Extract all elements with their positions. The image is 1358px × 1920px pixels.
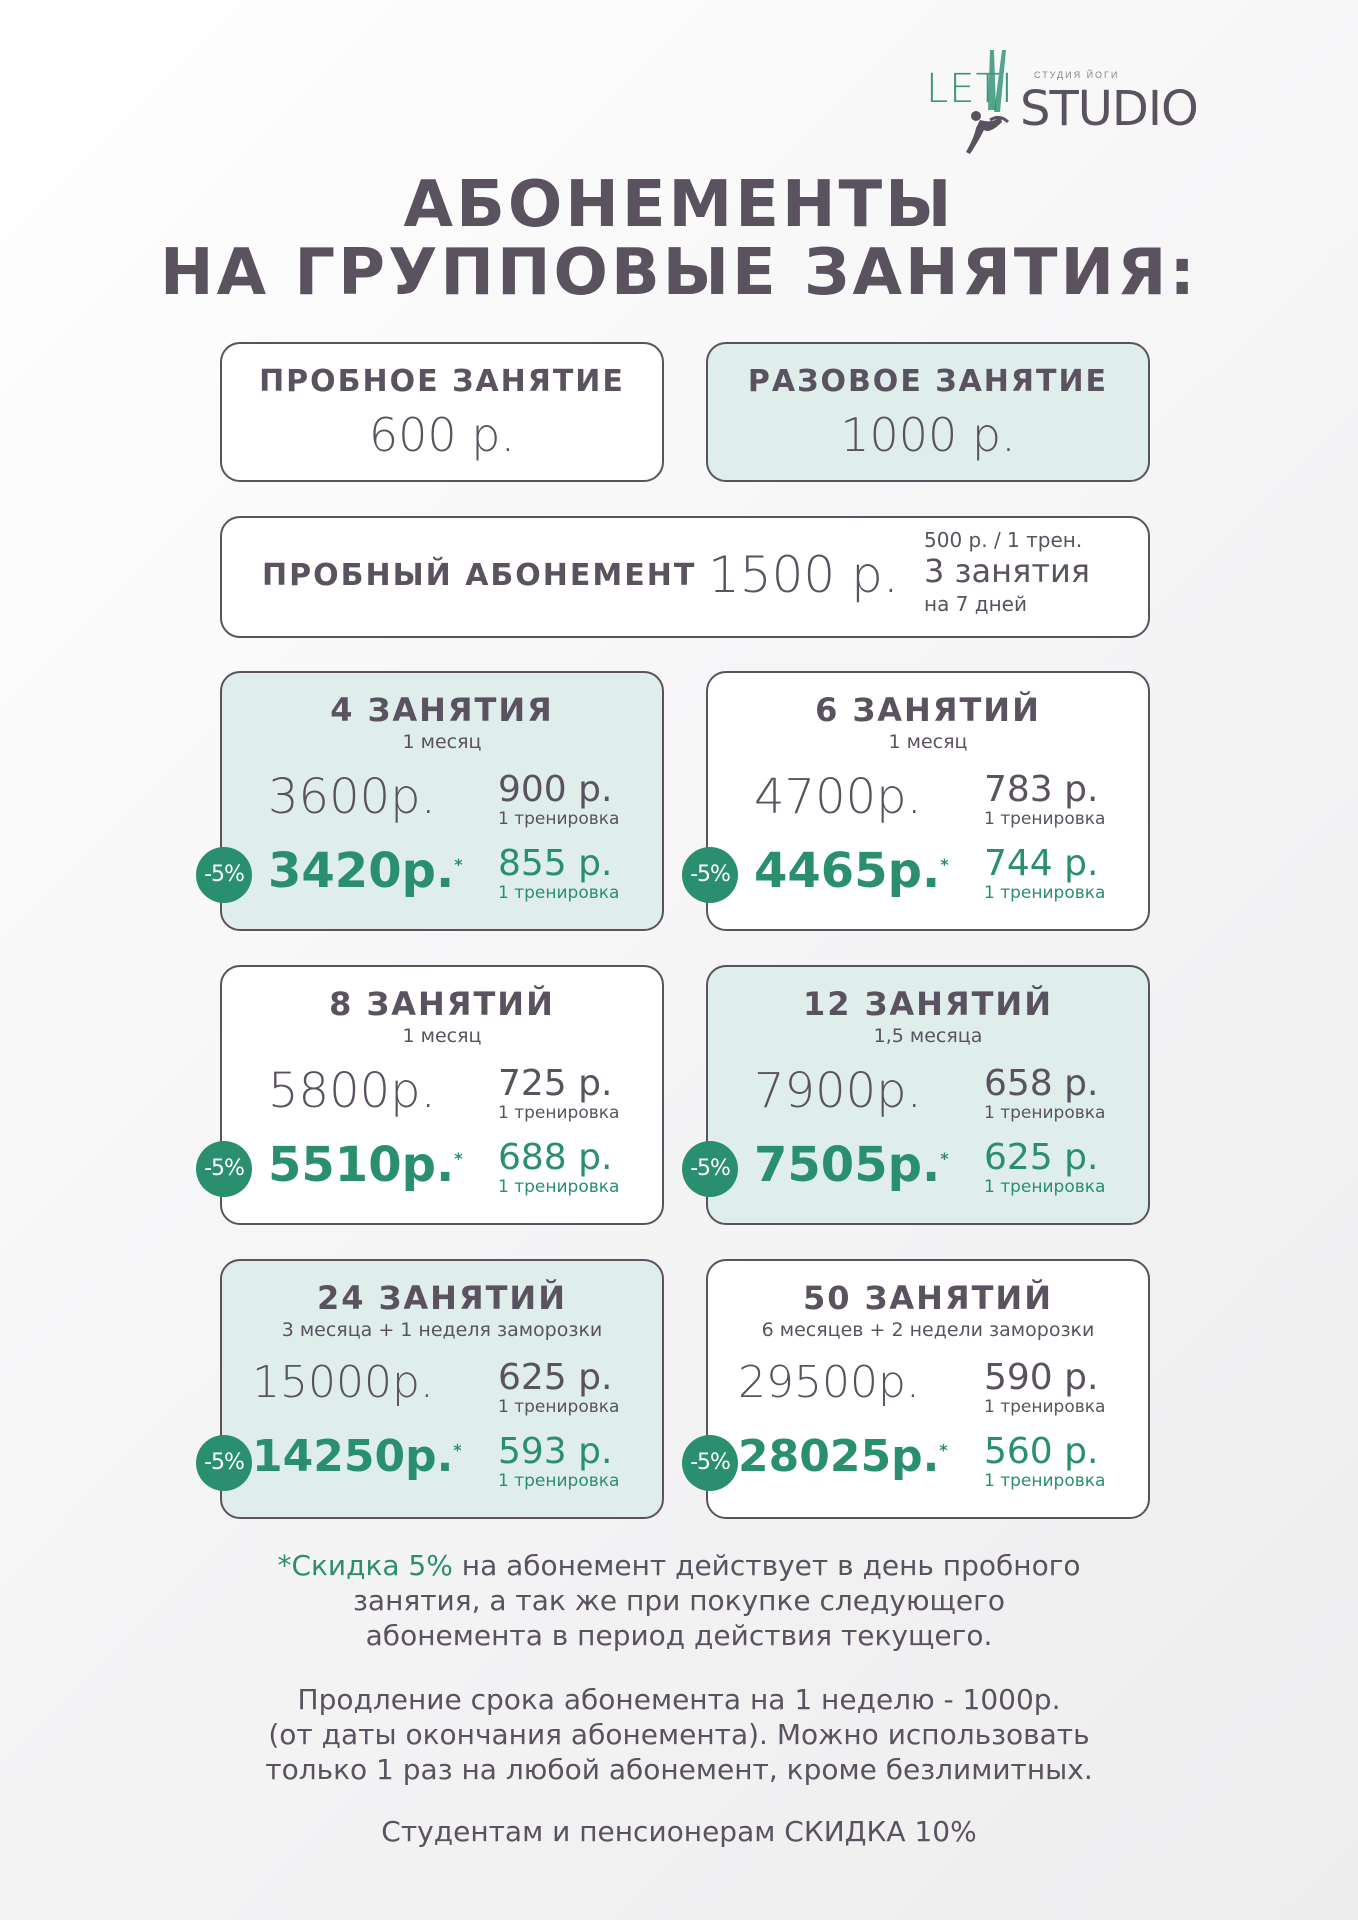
plan-discount-price-value: 14250: [252, 1431, 406, 1482]
plan-per-price: 900 р.: [498, 769, 613, 810]
trial-class-label: ПРОБНОЕ ЗАНЯТИЕ: [259, 364, 625, 399]
trial-class-price: 600 р.: [368, 408, 516, 462]
plan-price: [754, 1063, 922, 1119]
plan-discount-asterisk: *: [940, 855, 949, 874]
plan-price-currency: р.: [390, 769, 436, 825]
discount-badge: -5%: [196, 847, 252, 903]
plan-price-value: 5800: [268, 1063, 391, 1119]
plan-period: 1 месяц: [888, 731, 968, 753]
plan-card: [204, 671, 664, 931]
plan-discount-price-value: 3420: [268, 843, 402, 899]
extension-note: [0, 1682, 1358, 1787]
trial-subscription-count: 3 занятия: [924, 552, 1091, 590]
plan-discount-per-label: 1 тренировка: [498, 1471, 620, 1491]
plan-period: 1 месяц: [402, 731, 482, 753]
plan-discount-price: [738, 1431, 948, 1482]
plan-card: [204, 965, 664, 1225]
plan-price-currency: р.: [877, 1357, 920, 1408]
plan-discount-price-value: 28025: [738, 1431, 892, 1482]
plan-price-currency: р.: [876, 769, 922, 825]
plan-discount-per-label: 1 тренировка: [984, 1471, 1106, 1491]
page-title-line2: НА ГРУППОВЫЕ ЗАНЯТИЯ:: [160, 236, 1198, 310]
logo-leti: LETI: [926, 66, 1014, 112]
plan-per-label: 1 тренировка: [984, 1103, 1106, 1123]
plan-price: [738, 1357, 920, 1408]
plan-discount-price: [754, 1137, 949, 1193]
discount-note-line3: абонемента в период действия текущего.: [365, 1619, 993, 1652]
plan-price-currency: р.: [390, 1063, 436, 1119]
plan-title: 12 ЗАНЯТИЙ: [803, 985, 1053, 1023]
extension-note-line2: (от даты окончания абонемента). Можно использовать: [268, 1718, 1090, 1751]
single-class-price: 1000 р.: [840, 408, 1016, 462]
plan-discount-price-currency: р.: [405, 1431, 454, 1482]
plan-price-currency: р.: [391, 1357, 434, 1408]
plan-period: 1,5 месяца: [873, 1025, 983, 1047]
plan-discount-price-value: 5510: [268, 1137, 402, 1193]
plan-discount-per-price: 855 р.: [498, 843, 613, 884]
logo-studio: STUDIO: [1020, 81, 1198, 137]
plan-discount-asterisk: *: [453, 1440, 462, 1460]
trial-subscription-card: [220, 516, 1150, 638]
plan-per-price: 625 р.: [498, 1357, 613, 1398]
plan-per-label: 1 тренировка: [498, 1397, 620, 1417]
plan-discount-per-label: 1 тренировка: [498, 883, 620, 903]
plan-per-price: 590 р.: [984, 1357, 1099, 1398]
plan-discount-per-label: 1 тренировка: [984, 883, 1106, 903]
single-class-label: РАЗОВОЕ ЗАНЯТИЕ: [747, 364, 1109, 399]
plan-per-price: 658 р.: [984, 1063, 1099, 1104]
plan-per-label: 1 тренировка: [984, 1397, 1106, 1417]
plan-discount-per-price: 593 р.: [498, 1431, 613, 1472]
plan-period: 3 месяца + 1 неделя заморозки: [281, 1319, 603, 1341]
plan-discount-price-currency: р.: [887, 1137, 941, 1193]
logo-subtitle: СТУДИЯ ЙОГИ: [1034, 70, 1120, 80]
single-class-card: [706, 342, 1150, 482]
plan-discount-price-currency: р.: [887, 843, 941, 899]
studio-logo: [920, 48, 1198, 158]
plan-price: [754, 769, 922, 825]
trial-class-card: [220, 342, 664, 482]
plan-discount-price: [268, 1137, 463, 1193]
plan-discount-price: [252, 1431, 462, 1482]
plan-title: 8 ЗАНЯТИЙ: [329, 985, 555, 1023]
extension-note-line1: Продление срока абонемента на 1 неделю - 1000р.: [297, 1683, 1061, 1716]
plan-discount-price-currency: р.: [401, 1137, 455, 1193]
discount-note-lead: *Скидка 5%: [277, 1549, 453, 1582]
plan-per-price: 725 р.: [498, 1063, 613, 1104]
plan-period: 1 месяц: [402, 1025, 482, 1047]
discount-note: [0, 1548, 1358, 1653]
plan-title: 4 ЗАНЯТИЯ: [330, 691, 554, 729]
discount-badge: -5%: [682, 1141, 738, 1197]
plan-card: [690, 671, 1150, 931]
plan-title: 50 ЗАНЯТИЙ: [803, 1279, 1053, 1317]
plan-price-value: 29500: [738, 1357, 878, 1408]
plan-discount-asterisk: *: [940, 1149, 949, 1168]
plan-title: 6 ЗАНЯТИЙ: [815, 691, 1041, 729]
plan-discount-price-currency: р.: [891, 1431, 940, 1482]
students-discount-note: Студентам и пенсионерам СКИДКА 10%: [381, 1815, 977, 1848]
trial-subscription-price: 1500 р.: [708, 546, 899, 604]
trial-subscription-per: 500 р. / 1 трен.: [924, 528, 1083, 552]
plan-discount-per-price: 560 р.: [984, 1431, 1099, 1472]
plan-card: [690, 965, 1150, 1225]
plan-discount-asterisk: *: [454, 1149, 463, 1168]
plan-price-value: 4700: [754, 769, 877, 825]
plan-discount-price-currency: р.: [401, 843, 455, 899]
plan-per-label: 1 тренировка: [984, 809, 1106, 829]
trial-subscription-term: на 7 дней: [924, 592, 1027, 616]
discount-badge: -5%: [682, 847, 738, 903]
discount-badge: -5%: [682, 1435, 738, 1491]
plan-price-value: 3600: [268, 769, 391, 825]
plan-per-price: 783 р.: [984, 769, 1099, 810]
plan-discount-asterisk: *: [454, 855, 463, 874]
plan-discount-price: [754, 843, 949, 899]
plan-discount-per-label: 1 тренировка: [498, 1177, 620, 1197]
plan-discount-per-label: 1 тренировка: [984, 1177, 1106, 1197]
plan-title: 24 ЗАНЯТИЙ: [317, 1279, 567, 1317]
plan-period: 6 месяцев + 2 недели заморозки: [761, 1319, 1095, 1341]
plan-discount-price: [268, 843, 463, 899]
plan-discount-asterisk: *: [939, 1440, 948, 1460]
plan-per-label: 1 тренировка: [498, 1103, 620, 1123]
plan-discount-price-value: 7505: [754, 1137, 888, 1193]
plan-discount-price-value: 4465: [754, 843, 888, 899]
plan-price-value: 15000: [252, 1357, 392, 1408]
plan-per-label: 1 тренировка: [498, 809, 620, 829]
plan-price: [268, 1063, 436, 1119]
discount-note-rest: на абонемент действует в день пробного: [452, 1549, 1081, 1582]
discount-note-line2: занятия, а так же при покупке следующего: [353, 1584, 1005, 1617]
plan-price-currency: р.: [876, 1063, 922, 1119]
discount-note-line1: [0, 1548, 1358, 1583]
plan-price-value: 7900: [754, 1063, 877, 1119]
plan-price: [268, 769, 436, 825]
plan-card: [690, 1259, 1150, 1519]
discount-badge: -5%: [196, 1141, 252, 1197]
plan-discount-per-price: 625 р.: [984, 1137, 1099, 1178]
plan-discount-per-price: 744 р.: [984, 843, 1099, 884]
plan-discount-per-price: 688 р.: [498, 1137, 613, 1178]
plan-card: [204, 1259, 664, 1519]
page-title-line1: АБОНЕМЕНТЫ: [403, 168, 955, 242]
discount-badge: -5%: [196, 1435, 252, 1491]
plan-price: [252, 1357, 434, 1408]
extension-note-line3: только 1 раз на любой абонемент, кроме безлимитных.: [265, 1753, 1093, 1786]
trial-subscription-label: ПРОБНЫЙ АБОНЕМЕНТ: [262, 558, 697, 593]
